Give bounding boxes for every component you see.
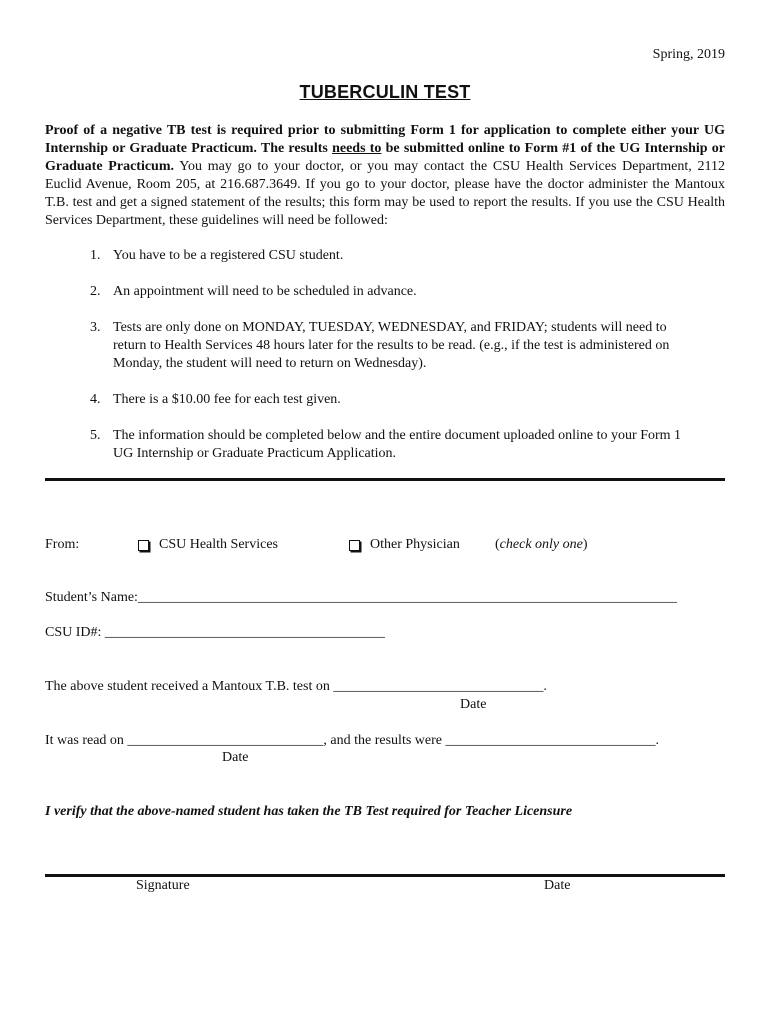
list-item-text: The information should be completed below and the entire document uploaded online to your Form 1 UG Internship or Graduate Practicum Application. xyxy=(113,428,682,461)
list-item xyxy=(90,427,690,463)
mantoux-test-date-field[interactable]: The above student received a Mantoux T.B. test on ______________________________. xyxy=(45,679,547,694)
term-label: Spring, 2019 xyxy=(652,47,725,62)
option-label: Other Physician xyxy=(370,537,460,552)
guidelines-list xyxy=(90,247,690,481)
signature-label: Signature xyxy=(136,878,190,893)
check-only-one-note: (check only one) xyxy=(495,537,588,552)
signature-date-label: Date xyxy=(544,878,571,893)
option-label: CSU Health Services xyxy=(159,537,278,552)
checkbox-icon[interactable] xyxy=(138,540,149,551)
verification-statement: I verify that the above-named student has taken the TB Test required for Teacher Licensure xyxy=(45,804,573,819)
date-caption: Date xyxy=(460,697,487,712)
list-item-number: 3. xyxy=(90,320,101,335)
section-divider xyxy=(45,478,725,481)
list-item-number: 2. xyxy=(90,284,101,299)
list-item-number: 1. xyxy=(90,248,101,263)
list-item xyxy=(90,283,690,301)
list-item xyxy=(90,247,690,265)
intro-paragraph xyxy=(45,122,725,230)
date-caption: Date xyxy=(222,750,249,765)
list-item-text: An appointment will need to be scheduled in advance. xyxy=(113,284,417,299)
list-item-text: Tests are only done on MONDAY, TUESDAY, WEDNESDAY, and FRIDAY; students will need to return to Health Services 48 hours later for the results to be read. (e.g., if the test is administered on Monday, the student will need to return on Wednesday). xyxy=(113,320,670,371)
intro-bold-1: Proof of a negative TB test is required prior to submitting Form 1 for application to complete either your UG Internship or Graduate Practicum. The results xyxy=(45,123,725,156)
option-other-physician[interactable] xyxy=(349,537,460,553)
page-title: TUBERCULIN TEST xyxy=(299,82,471,102)
intro-bold-underlined: needs to xyxy=(332,141,382,156)
student-name-field[interactable]: Student’s Name:_____________________________________________________________________________ xyxy=(45,590,677,605)
list-item-number: 4. xyxy=(90,392,101,407)
list-item-text: There is a $10.00 fee for each test given. xyxy=(113,392,341,407)
signature-line[interactable] xyxy=(45,874,725,877)
intro-regular: You may go to your doctor, or you may contact the CSU Health Services Department, 2112 Euclid Avenue, Room 205, at 216.687.3649. If you go to your doctor, please have the doctor administer the Mantoux T.B. test and get a signed statement of the results; this form may be used to report the results. If you use the CSU Health Services Department, these guidelines will need be followed: xyxy=(45,159,726,228)
list-item-text: You have to be a registered CSU student. xyxy=(113,248,344,263)
checkbox-icon[interactable] xyxy=(349,540,360,551)
csu-id-field[interactable]: CSU ID#: ________________________________________ xyxy=(45,625,385,640)
list-item-number: 5. xyxy=(90,428,101,443)
read-date-results-field[interactable]: It was read on ____________________________, and the results were ______________________________. xyxy=(45,733,659,748)
list-item xyxy=(90,391,690,409)
option-csu-health-services[interactable] xyxy=(138,537,278,553)
from-label: From: xyxy=(45,537,80,552)
list-item xyxy=(90,319,690,373)
intro-bold-2: be submitted online to Form #1 of the UG Internship or Graduate Practicum. xyxy=(45,141,725,174)
